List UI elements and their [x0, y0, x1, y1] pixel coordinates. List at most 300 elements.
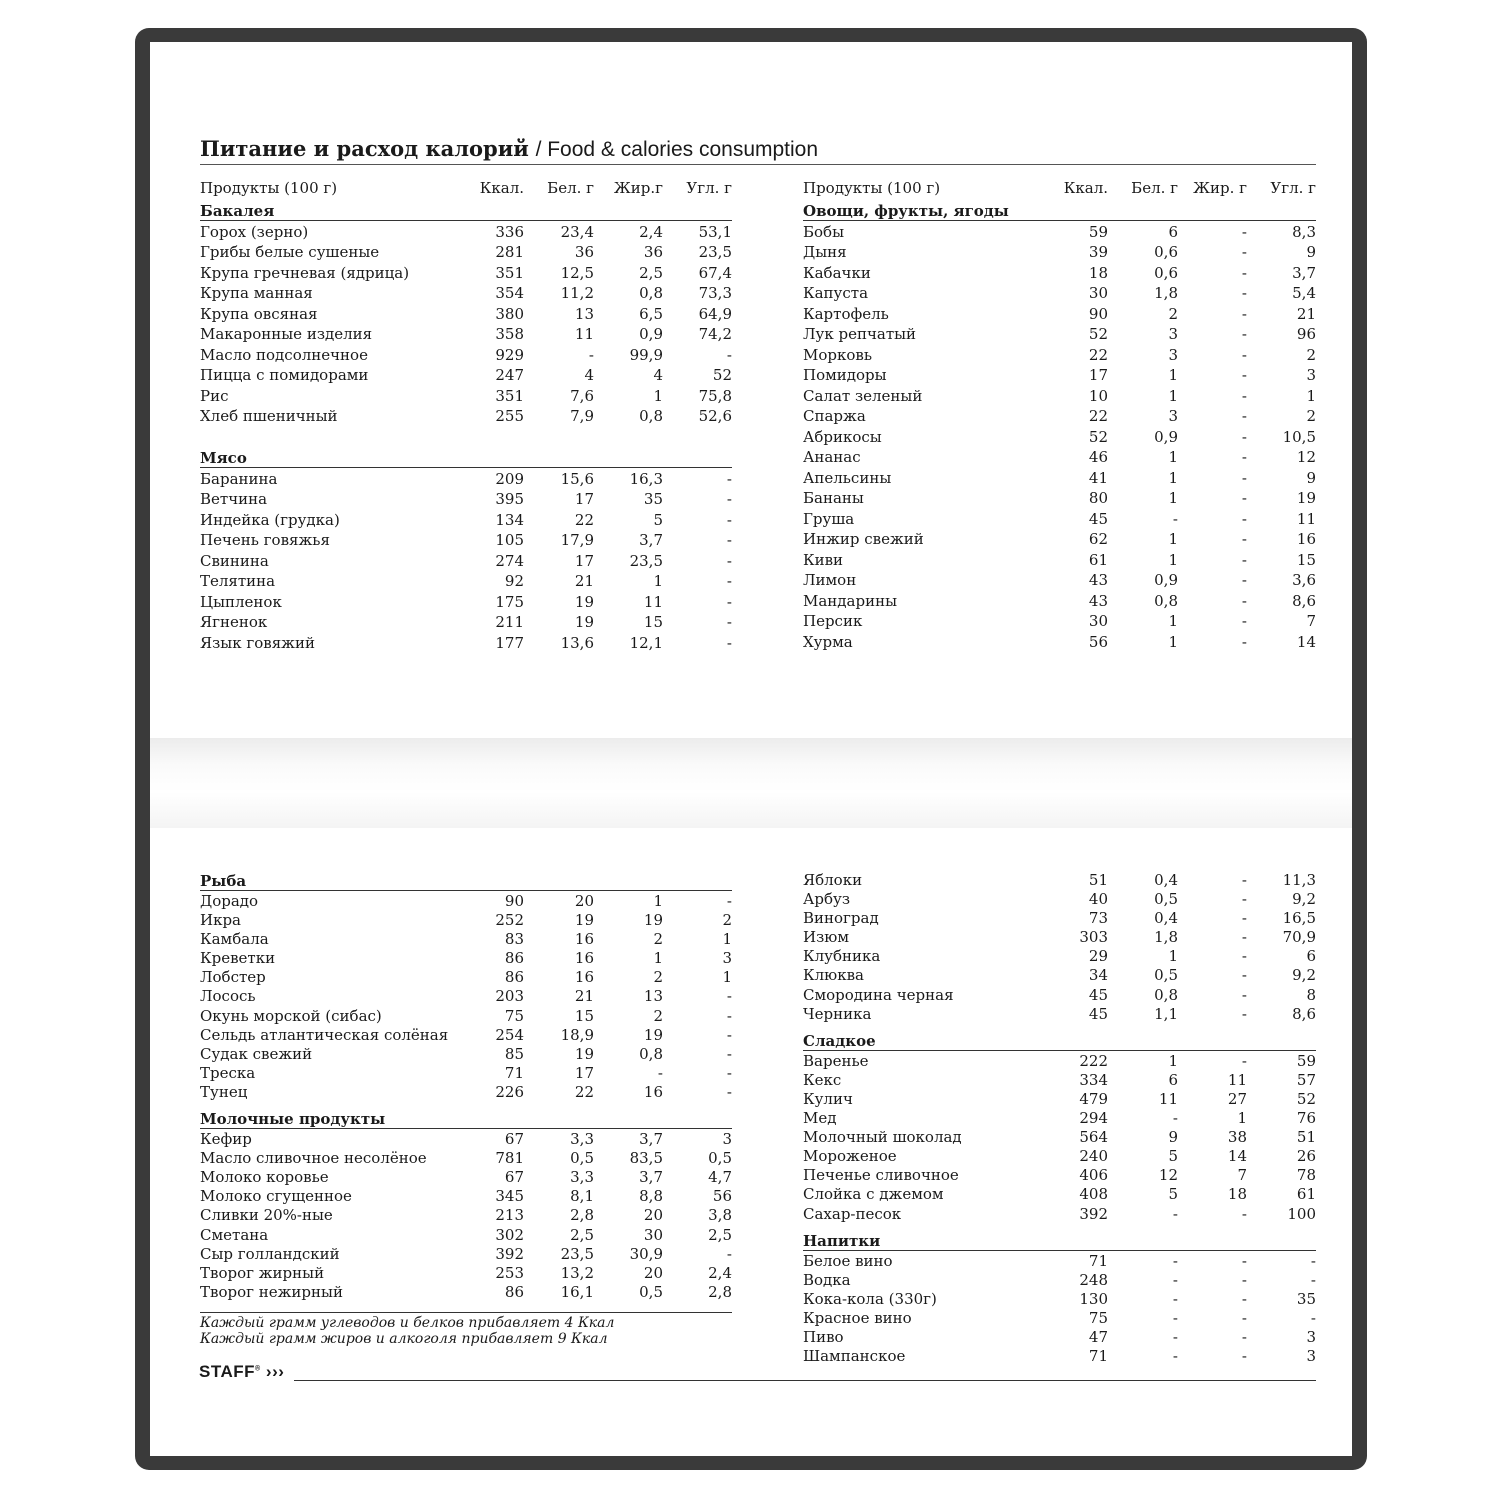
carbs-cell: 15	[1296, 550, 1316, 569]
product-name: Слойка с джемом	[803, 1185, 944, 1204]
carbs-cell: -	[726, 1025, 732, 1044]
brand-chevrons: ›››	[265, 1362, 285, 1381]
fat-cell: -	[1241, 263, 1247, 282]
fat-cell: 12,1	[629, 633, 663, 652]
product-name: Сливки 20%-ные	[200, 1206, 333, 1225]
fat-cell: -	[1241, 1004, 1247, 1023]
protein-cell: -	[1172, 1270, 1178, 1289]
product-name: Помидоры	[803, 366, 887, 384]
kcal-cell: 18	[1088, 263, 1108, 282]
table-row	[803, 1205, 1316, 1224]
carbs-cell: 3,6	[1292, 571, 1316, 589]
protein-cell: -	[1172, 1109, 1178, 1128]
product-name: Молочный шоколад	[803, 1128, 962, 1147]
product-name: Масло подсолнечное	[200, 345, 368, 364]
protein-cell: 1	[1168, 366, 1178, 384]
kcal-cell: 175	[495, 592, 524, 611]
table-row	[803, 1252, 1316, 1271]
kcal-cell: 52	[1088, 427, 1108, 446]
carbs-cell: 2	[1306, 407, 1316, 425]
protein-cell: 6	[1168, 222, 1178, 241]
product-name: Виноград	[803, 909, 879, 928]
table-row	[803, 1271, 1316, 1290]
fat-cell: 38	[1227, 1128, 1247, 1147]
product-name: Кока-кола (330г)	[803, 1289, 937, 1308]
product-name: Картофель	[803, 304, 889, 323]
product-name: Дыня	[803, 243, 847, 261]
carbs-cell: 0,5	[708, 1149, 732, 1168]
carbs-cell: 19	[1296, 489, 1316, 507]
protein-cell: 2,5	[570, 1225, 594, 1244]
carbs-cell: 56	[712, 1187, 732, 1206]
table-row	[803, 890, 1316, 909]
protein-cell: 18,9	[560, 1025, 594, 1044]
table-row	[200, 263, 732, 284]
product-name: Мороженое	[803, 1147, 897, 1166]
product-name: Молоко сгущенное	[200, 1187, 352, 1206]
carbs-cell: 9	[1306, 243, 1316, 261]
kcal-cell: 51	[1088, 871, 1108, 889]
fat-cell: -	[1241, 571, 1247, 589]
carbs-cell: 3,8	[708, 1206, 732, 1225]
carbs-cell: 2	[722, 911, 732, 930]
protein-cell: 7,6	[570, 386, 594, 405]
protein-cell: 0,9	[1154, 427, 1178, 446]
table-row	[200, 1206, 732, 1225]
table-row	[200, 1064, 732, 1083]
kcal-cell: 62	[1088, 530, 1108, 548]
carbs-cell: -	[726, 592, 732, 611]
product-name: Баранина	[200, 469, 278, 488]
table-row	[803, 928, 1316, 947]
table-row	[803, 324, 1316, 345]
kcal-cell: 22	[1088, 345, 1108, 364]
kcal-cell: 83	[504, 930, 524, 949]
protein-cell: 3	[1168, 325, 1178, 343]
product-name: Яблоки	[803, 871, 863, 889]
product-name: Ананас	[803, 448, 861, 466]
kcal-cell: 345	[495, 1187, 524, 1206]
carbs-cell: -	[726, 633, 732, 652]
protein-cell: 17	[574, 490, 594, 508]
protein-cell: 0,6	[1154, 243, 1178, 261]
kcal-cell: 45	[1088, 509, 1108, 528]
section-moloko	[200, 1110, 732, 1302]
table-row	[803, 871, 1316, 890]
protein-cell: 6	[1168, 1070, 1178, 1089]
fat-cell: 15	[643, 613, 663, 631]
kcal-cell: 564	[1079, 1128, 1108, 1147]
carbs-cell: 23,5	[698, 243, 732, 261]
product-name: Капуста	[803, 284, 869, 302]
kcal-cell: 71	[1088, 1251, 1108, 1270]
fat-cell: 5	[653, 510, 663, 529]
fat-cell: -	[1241, 489, 1247, 507]
protein-cell: -	[1172, 509, 1178, 528]
fat-cell: 1	[653, 892, 663, 910]
protein-cell: 13	[574, 304, 594, 323]
product-name: Икра	[200, 911, 242, 930]
protein-cell: 5	[1168, 1185, 1178, 1204]
kcal-cell: 380	[495, 304, 524, 323]
fat-cell: -	[1241, 1289, 1247, 1308]
product-name: Творог нежирный	[200, 1282, 343, 1301]
table-row	[200, 1045, 732, 1064]
protein-cell: 1,8	[1154, 284, 1178, 302]
carbs-cell: 52	[712, 366, 732, 384]
table-row	[803, 632, 1316, 653]
carbs-cell: -	[726, 1244, 732, 1263]
product-name: Креветки	[200, 949, 276, 968]
product-name: Хлеб пшеничный	[200, 407, 338, 425]
protein-cell: 1	[1168, 550, 1178, 569]
kcal-cell: 226	[495, 1082, 524, 1101]
table-row	[200, 1026, 732, 1045]
carbs-cell: -	[726, 345, 732, 364]
fat-cell: 20	[643, 1206, 663, 1225]
table-row	[803, 570, 1316, 591]
kcal-cell: 45	[1088, 985, 1108, 1004]
table-row	[200, 530, 732, 551]
kcal-cell: 43	[1088, 571, 1108, 589]
product-name: Кулич	[803, 1089, 853, 1108]
fat-cell: -	[1241, 612, 1247, 630]
carbs-cell: 51	[1296, 1128, 1316, 1147]
fat-cell: -	[1241, 632, 1247, 651]
product-name: Мандарины	[803, 591, 898, 610]
kcal-cell: 59	[1088, 222, 1108, 241]
protein-cell: 0,5	[1154, 890, 1178, 909]
kcal-cell: 40	[1088, 890, 1108, 909]
carbs-cell: 1	[722, 930, 732, 949]
protein-cell: 1	[1168, 632, 1178, 651]
carbs-cell: 1	[1306, 386, 1316, 405]
fat-cell: -	[1241, 985, 1247, 1004]
product-name: Сахар-песок	[803, 1204, 902, 1223]
protein-cell: 19	[574, 592, 594, 611]
protein-cell: 21	[574, 572, 594, 590]
carbs-cell: 70,9	[1282, 928, 1316, 947]
carbs-cell: 73,3	[698, 284, 732, 302]
carbs-cell: 12	[1296, 448, 1316, 466]
kcal-cell: 247	[495, 366, 524, 384]
fat-cell: -	[1241, 947, 1247, 966]
protein-cell: 3,3	[570, 1130, 594, 1149]
table-row	[200, 283, 732, 304]
fat-cell: -	[1241, 1270, 1247, 1289]
fat-cell: 3,7	[639, 531, 663, 549]
product-name: Цыпленок	[200, 592, 282, 611]
carbs-cell: 2,8	[708, 1282, 732, 1301]
fat-cell: -	[1241, 345, 1247, 364]
kcal-cell: 248	[1079, 1270, 1108, 1289]
table-row	[200, 892, 732, 911]
section-ovoshchi	[803, 202, 1316, 653]
fat-cell: Жир.г	[613, 179, 663, 197]
product-name: Киви	[803, 550, 844, 569]
product-name: Печенье сливочное	[803, 1166, 959, 1185]
product-name: Клубника	[803, 947, 881, 966]
product-name: Камбала	[200, 930, 269, 949]
product-name: Ягненок	[200, 613, 268, 631]
table-row	[803, 966, 1316, 985]
kcal-cell: 392	[495, 1244, 524, 1263]
product-name: Творог жирный	[200, 1263, 325, 1282]
fat-cell: 7	[1237, 1166, 1247, 1185]
carbs-cell: -	[726, 510, 732, 529]
protein-cell: 1	[1168, 489, 1178, 507]
kcal-cell: 302	[495, 1225, 524, 1244]
product-name: Варенье	[803, 1051, 869, 1070]
section-heading: Бакалея	[200, 202, 732, 221]
table-row	[200, 1130, 732, 1149]
section-frukty-cont	[803, 871, 1316, 1024]
kcal-cell: Ккал.	[479, 179, 524, 197]
carbs-cell: -	[726, 1044, 732, 1063]
table-row	[803, 1185, 1316, 1204]
kcal-cell: 351	[495, 386, 524, 405]
fat-cell: 0,9	[639, 325, 663, 343]
product-name: Индейка (грудка)	[200, 510, 340, 529]
product-name: Грибы белые сушеные	[200, 243, 380, 261]
protein-cell: 22	[574, 510, 594, 529]
fat-cell: -	[1241, 550, 1247, 569]
fat-cell: 18	[1227, 1185, 1247, 1204]
carbs-cell: 14	[1296, 632, 1316, 651]
fat-cell: 0,8	[639, 284, 663, 302]
protein-cell: 0,6	[1154, 263, 1178, 282]
table-row	[200, 510, 732, 531]
product-name: Груша	[803, 509, 855, 528]
table-row	[200, 1245, 732, 1264]
fat-cell: -	[1241, 304, 1247, 323]
kcal-cell: 30	[1088, 284, 1108, 302]
protein-cell: 1	[1168, 386, 1178, 405]
table-row	[200, 345, 732, 366]
table-row	[803, 1328, 1316, 1347]
table-row	[200, 365, 732, 386]
protein-cell: 1	[1168, 530, 1178, 548]
kcal-cell: 254	[495, 1025, 524, 1044]
kcal-cell: 45	[1088, 1004, 1108, 1023]
table-row	[200, 1083, 732, 1102]
table-header	[200, 178, 732, 199]
protein-cell: 4	[584, 366, 594, 384]
table-row	[200, 469, 732, 490]
table-row	[200, 612, 732, 633]
carbs-cell: 8,6	[1292, 591, 1316, 610]
table-row	[803, 947, 1316, 966]
fat-cell: 13	[643, 987, 663, 1006]
protein-cell: 3,3	[570, 1168, 594, 1187]
fat-cell: 14	[1227, 1147, 1247, 1166]
kcal-cell: 73	[1088, 909, 1108, 928]
kcal-cell: 67	[504, 1130, 524, 1149]
fat-cell: 11	[643, 592, 663, 611]
table-row	[803, 447, 1316, 468]
carbs-cell: -	[726, 490, 732, 508]
protein-cell: 8,1	[570, 1187, 594, 1206]
table-row	[200, 930, 732, 949]
carbs-cell: -	[726, 613, 732, 631]
carbs-cell: 57	[1296, 1070, 1316, 1089]
fat-cell: -	[1241, 928, 1247, 947]
product-name: Кабачки	[803, 263, 871, 282]
table-row	[200, 987, 732, 1006]
carbs-cell: 16	[1296, 530, 1316, 548]
carbs-cell: 64,9	[698, 304, 732, 323]
protein-cell: 11,2	[560, 284, 594, 302]
fat-cell: 0,8	[639, 1044, 663, 1063]
section-napitki	[803, 1232, 1316, 1367]
protein-cell: 13,6	[560, 633, 594, 652]
product-name: Продукты (100 г)	[200, 179, 338, 197]
table-row	[803, 1128, 1316, 1147]
fat-cell: 1	[1237, 1109, 1247, 1128]
protein-cell: -	[1172, 1251, 1178, 1270]
fat-cell: -	[1241, 591, 1247, 610]
table-header	[803, 178, 1316, 199]
kcal-cell: Ккал.	[1063, 179, 1108, 197]
kcal-cell: 240	[1079, 1147, 1108, 1166]
product-name: Дорадо	[200, 892, 259, 910]
carbs-cell: 78	[1296, 1166, 1316, 1185]
product-name: Клюква	[803, 966, 864, 985]
product-name: Лобстер	[200, 968, 266, 987]
kcal-cell: 86	[504, 949, 524, 968]
protein-cell: 0,9	[1154, 571, 1178, 589]
protein-cell: 0,5	[570, 1149, 594, 1168]
fat-cell: 20	[643, 1263, 663, 1282]
table-row	[803, 1109, 1316, 1128]
table-row	[200, 1283, 732, 1302]
kcal-cell: 75	[504, 1006, 524, 1025]
product-name: Молоко коровье	[200, 1168, 329, 1187]
kcal-cell: 334	[1079, 1070, 1108, 1089]
table-row	[200, 386, 732, 407]
product-name: Водка	[803, 1270, 851, 1289]
product-name: Крупа манная	[200, 284, 313, 302]
carbs-cell: 100	[1287, 1204, 1316, 1223]
kcal-cell: 22	[1088, 407, 1108, 425]
protein-cell: 1,8	[1154, 928, 1178, 947]
product-name: Рис	[200, 386, 229, 405]
kcal-cell: 17	[1088, 366, 1108, 384]
carbs-cell: Угл. г	[1270, 179, 1316, 197]
kcal-cell: 85	[504, 1044, 524, 1063]
fat-cell: 16,3	[629, 469, 663, 488]
carbs-cell: -	[726, 987, 732, 1006]
fat-cell: 6,5	[639, 304, 663, 323]
protein-cell: -	[1172, 1204, 1178, 1223]
product-name: Изюм	[803, 928, 849, 947]
table-row	[803, 550, 1316, 571]
block-bottom-right	[803, 871, 1316, 1366]
table-row	[803, 345, 1316, 366]
product-name: Персик	[803, 612, 863, 630]
fat-cell: 36	[643, 243, 663, 261]
fat-cell: 83,5	[629, 1149, 663, 1168]
fat-cell: -	[1241, 427, 1247, 446]
kcal-cell: 351	[495, 263, 524, 282]
table-row	[803, 591, 1316, 612]
fat-cell: 8,8	[639, 1187, 663, 1206]
table-row	[200, 633, 732, 654]
kcal-cell: 56	[1088, 632, 1108, 651]
kcal-cell: 71	[1088, 1347, 1108, 1366]
fat-cell: 2	[653, 930, 663, 949]
protein-cell: 1	[1168, 1051, 1178, 1070]
kcal-cell: 92	[504, 572, 524, 590]
title-ru: Питание и расход калорий	[200, 136, 529, 161]
protein-cell: 0,8	[1154, 985, 1178, 1004]
table-row	[200, 242, 732, 263]
protein-cell: 16	[574, 930, 594, 949]
fat-cell: 0,8	[639, 407, 663, 425]
kcal-cell: 61	[1088, 550, 1108, 569]
fat-cell: -	[1241, 509, 1247, 528]
table-row	[200, 1264, 732, 1283]
carbs-cell: 26	[1296, 1147, 1316, 1166]
table-row	[803, 1090, 1316, 1109]
kcal-cell: 41	[1088, 468, 1108, 487]
carbs-cell: -	[726, 469, 732, 488]
fat-cell: 3,7	[639, 1130, 663, 1149]
carbs-cell: 9	[1306, 468, 1316, 487]
carbs-cell: 11	[1296, 509, 1316, 528]
fat-cell: 2,4	[639, 222, 663, 241]
table-row	[803, 242, 1316, 263]
fat-cell: 19	[643, 911, 663, 930]
section-heading: Мясо	[200, 449, 732, 468]
note-line: Каждый грамм углеводов и белков прибавляет 4 Ккал	[200, 1315, 615, 1331]
product-name: Инжир свежий	[803, 530, 924, 548]
protein-cell: 17	[574, 1063, 594, 1082]
table-row	[200, 406, 732, 427]
carbs-cell: 2	[1306, 345, 1316, 364]
fat-cell: 23,5	[629, 551, 663, 570]
section-heading: Овощи, фрукты, ягоды	[803, 202, 1316, 221]
kcal-cell: 177	[495, 633, 524, 652]
section-sladkoe	[803, 1032, 1316, 1224]
fat-cell: 2,5	[639, 263, 663, 282]
fat-cell: -	[1241, 1308, 1247, 1327]
fat-cell: -	[1241, 1327, 1247, 1346]
carbs-cell: 16,5	[1282, 909, 1316, 928]
block-bottom-left	[200, 872, 732, 1302]
carbs-cell: -	[726, 531, 732, 549]
product-name: Окунь морской (сибас)	[200, 1006, 382, 1025]
fat-cell: -	[1241, 530, 1247, 548]
carbs-cell: 8	[1306, 985, 1316, 1004]
kcal-cell: 67	[504, 1168, 524, 1187]
kcal-cell: 358	[495, 325, 524, 343]
carbs-cell: 3	[1306, 366, 1316, 384]
carbs-cell: 11,3	[1282, 871, 1316, 889]
table-row	[200, 1149, 732, 1168]
kcal-cell: 30	[1088, 612, 1108, 630]
fat-cell: -	[1241, 222, 1247, 241]
protein-cell: 1	[1168, 947, 1178, 966]
carbs-cell: 3	[1306, 1327, 1316, 1346]
kcal-cell: 203	[495, 987, 524, 1006]
table-row	[200, 489, 732, 510]
product-name: Красное вино	[803, 1308, 912, 1327]
table-row	[200, 592, 732, 613]
kcal-cell: 130	[1079, 1289, 1108, 1308]
kcal-cell: 213	[495, 1206, 524, 1225]
section-heading: Молочные продукты	[200, 1110, 732, 1129]
